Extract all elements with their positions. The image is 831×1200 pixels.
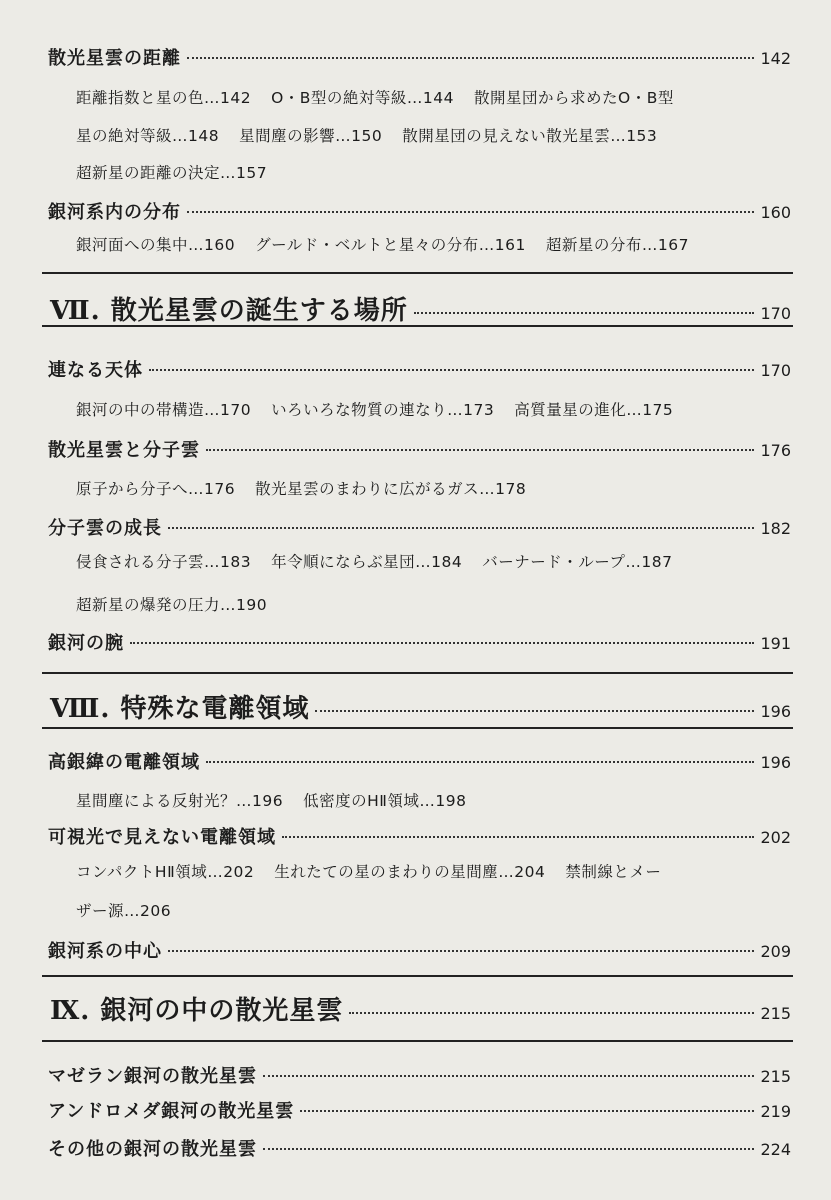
- subsection-item: バーナード・ループ…187: [482, 553, 673, 571]
- subsection-line: [76, 899, 171, 921]
- chapter-rule: [42, 1040, 793, 1042]
- page-number: 215: [760, 1004, 791, 1023]
- page-number: 170: [760, 361, 791, 380]
- subsection-line: [76, 860, 661, 882]
- dot-leader: [149, 369, 754, 371]
- chapter-rule: [42, 672, 793, 674]
- subsection-item: 距離指数と星の色…142: [76, 89, 252, 107]
- page-number: 196: [760, 753, 791, 772]
- subsection-line: [76, 124, 657, 146]
- subsection-line: [76, 789, 466, 811]
- section-title: 銀河系の中心: [48, 941, 162, 962]
- dot-leader: [187, 57, 754, 59]
- subsection-line: [76, 550, 673, 572]
- dot-leader: [263, 1075, 754, 1077]
- subsection-line: [76, 593, 267, 615]
- section-entry: [48, 629, 791, 655]
- chapter-rule: [42, 272, 793, 274]
- chapter-number: Ⅷ.: [50, 694, 111, 724]
- subsection-item: 超新星の距離の決定…157: [76, 164, 268, 182]
- section-entry: [48, 44, 791, 70]
- section-entry: [48, 937, 791, 963]
- page-number: 209: [760, 942, 791, 961]
- subsection-item: O・B型の絶対等級…144: [271, 89, 455, 107]
- subsection-item: いろいろな物質の連なり…173: [271, 401, 495, 419]
- subsection-item: 銀河面への集中…160: [76, 236, 236, 254]
- subsection-item: 原子から分子へ…176: [76, 480, 236, 498]
- subsection-item: 散光星雲のまわりに広がるガス…178: [255, 480, 527, 498]
- dot-leader: [168, 527, 754, 529]
- subsection-line: [76, 161, 267, 183]
- chapter-entry: [50, 688, 791, 725]
- subsection-line: [76, 86, 674, 108]
- page-number: 215: [760, 1067, 791, 1086]
- subsection-item: コンパクトHⅡ領域…202: [76, 863, 255, 881]
- section-entry: [48, 1135, 791, 1161]
- page-number: 219: [760, 1102, 791, 1121]
- section-entry: [48, 436, 791, 462]
- page-number: 160: [760, 203, 791, 222]
- section-title: アンドロメダ銀河の散光星雲: [48, 1101, 295, 1122]
- subsection-item: 低密度のHⅡ領域…198: [303, 792, 467, 810]
- subsection-item: 生れたての星のまわりの星間塵…204: [274, 863, 546, 881]
- subsection-item: ザー源…206: [76, 902, 172, 920]
- subsection-item: 星間塵の影響…150: [239, 127, 383, 145]
- section-title: 銀河系内の分布: [48, 202, 181, 223]
- subsection-item: 星の絶対等級…148: [76, 127, 220, 145]
- dot-leader: [130, 642, 754, 644]
- page-number: 170: [760, 304, 791, 323]
- section-title: 散光星雲と分子雲: [48, 440, 200, 461]
- section-entry: [48, 748, 791, 774]
- page-number: 196: [760, 702, 791, 721]
- chapter-title: 特殊な電離領域: [120, 694, 310, 724]
- section-entry: [48, 823, 791, 849]
- subsection-item: 侵食される分子雲…183: [76, 553, 252, 571]
- section-title: 高銀緯の電離領域: [48, 752, 200, 773]
- page-number: 176: [760, 441, 791, 460]
- dot-leader: [206, 449, 754, 451]
- subsection-item: 禁制線とメー: [565, 863, 662, 881]
- section-title: マゼラン銀河の散光星雲: [48, 1066, 257, 1087]
- dot-leader: [263, 1148, 754, 1150]
- dot-leader: [300, 1110, 754, 1112]
- section-entry: [48, 514, 791, 540]
- subsection-item: グールド・ベルトと星々の分布…161: [255, 236, 526, 254]
- subsection-line: [76, 398, 673, 420]
- chapter-title: 銀河の中の散光星雲: [100, 996, 344, 1026]
- dot-leader: [315, 710, 754, 712]
- section-entry: [48, 198, 791, 224]
- chapter-rule: [42, 325, 793, 327]
- chapter-number: Ⅶ.: [50, 296, 101, 326]
- subsection-item: 星間塵による反射光？…196: [76, 792, 284, 810]
- section-entry: [48, 1062, 791, 1088]
- chapter-number: Ⅸ.: [50, 996, 91, 1026]
- subsection-item: 超新星の爆発の圧力…190: [76, 596, 268, 614]
- page-number: 224: [760, 1140, 791, 1159]
- subsection-line: [76, 233, 689, 255]
- section-title: その他の銀河の散光星雲: [48, 1139, 257, 1160]
- dot-leader: [206, 761, 754, 763]
- chapter-entry: [50, 290, 791, 327]
- subsection-item: 高質量星の進化…175: [514, 401, 674, 419]
- subsection-item: 銀河の中の帯構造…170: [76, 401, 252, 419]
- dot-leader: [187, 211, 754, 213]
- page-number: 191: [760, 634, 791, 653]
- section-title: 銀河の腕: [48, 633, 124, 654]
- subsection-item: 年令順にならぶ星団…184: [271, 553, 463, 571]
- dot-leader: [414, 312, 755, 314]
- section-title: 散光星雲の距離: [48, 48, 181, 69]
- dot-leader: [349, 1012, 754, 1014]
- dot-leader: [282, 836, 754, 838]
- chapter-rule: [42, 975, 793, 977]
- subsection-line: [76, 477, 526, 499]
- chapter-entry: [50, 990, 791, 1027]
- section-entry: [48, 1097, 791, 1123]
- section-title: 連なる天体: [48, 360, 143, 381]
- section-title: 可視光で見えない電離領域: [48, 827, 276, 848]
- dot-leader: [168, 950, 754, 952]
- page-number: 182: [760, 519, 791, 538]
- chapter-title: 散光星雲の誕生する場所: [110, 296, 408, 326]
- section-entry: [48, 356, 791, 382]
- chapter-rule: [42, 727, 793, 729]
- section-title: 分子雲の成長: [48, 518, 162, 539]
- page-number: 142: [760, 49, 791, 68]
- subsection-item: 散開星団の見えない散光星雲…153: [402, 127, 658, 145]
- subsection-item: 超新星の分布…167: [545, 236, 689, 254]
- subsection-item: 散開星団から求めたO・B型: [474, 89, 674, 107]
- page-number: 202: [760, 828, 791, 847]
